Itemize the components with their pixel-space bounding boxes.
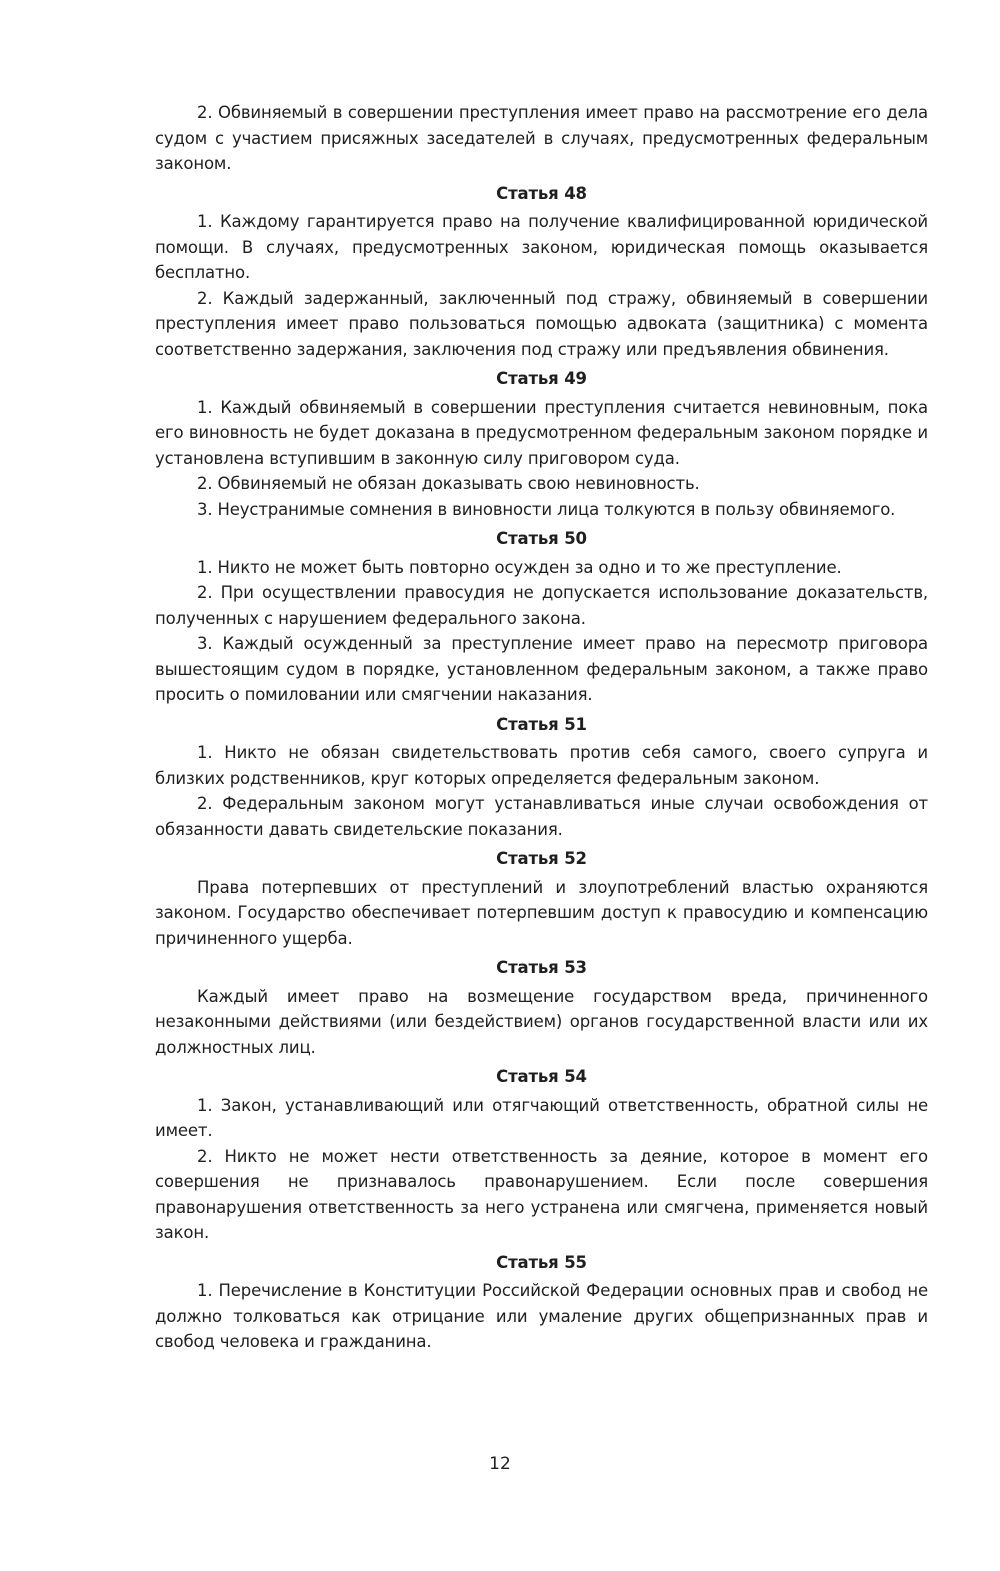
- paragraph: 1. Каждый обвиняемый в совершении преступления считается невиновным, пока его виновность не будет доказана в предусмотренном федеральным законом порядке и установлена вступившим в законную силу приговором суда.: [155, 397, 928, 468]
- paragraph: 2. Никто не может нести ответственность за деяние, которое в момент его совершения не признавалось правонарушением. Если после совершения правонарушения ответственность за него устранена или смягчена, применяется новый закон.: [155, 1146, 928, 1242]
- paragraph: 1. Перечисление в Конституции Российской Федерации основных прав и свобод не должно толковаться как отрицание или умаление других общепризнанных прав и свобод человека и гражданина.: [155, 1281, 928, 1351]
- article-heading: Статья 50: [496, 529, 587, 548]
- article-53: [155, 955, 928, 1060]
- paragraph: 2. Каждый задержанный, заключенный под стражу, обвиняемый в совершении преступления имеет право пользоваться помощью адвоката (защитника) с момента соответственно задержания, заключения под стражу или предъявления обвинения.: [155, 288, 928, 359]
- paragraph: 2. Федеральным законом могут устанавливаться иные случаи освобождения от обязанности давать свидетельские показания.: [155, 794, 928, 839]
- paragraph: 3. Неустранимые сомнения в виновности лица толкуются в пользу обвиняемого.: [197, 499, 896, 519]
- paragraph: 1. Каждому гарантируется право на получение квалифицированной юридической помощи. В случаях, предусмотренных законом, юридическая помощь оказывается бесплатно.: [155, 212, 928, 282]
- article-heading: Статья 48: [496, 183, 587, 203]
- article-52: [155, 846, 928, 951]
- article-heading: Статья 55: [496, 1252, 587, 1272]
- article-50: [155, 526, 928, 708]
- article-49: [155, 366, 928, 522]
- paragraph: Каждый имеет право на возмещение государством вреда, причиненного незаконными действиями (или бездействием) органов государственной власти или их должностных лиц.: [155, 986, 928, 1057]
- document-page: [155, 100, 928, 1355]
- article-heading: Статья 49: [496, 369, 587, 388]
- paragraph: 2. Обвиняемый не обязан доказывать свою невиновность.: [197, 474, 700, 493]
- article-heading: Статья 53: [496, 958, 587, 977]
- intro-section: [155, 100, 928, 177]
- paragraph: Права потерпевших от преступлений и злоупотреблений властью охраняются законом. Государство обеспечивает потерпевшим доступ к правосудию и компенсацию причиненного ущерба.: [155, 877, 928, 948]
- article-55: [155, 1250, 928, 1355]
- article-heading: Статья 52: [496, 849, 587, 868]
- article-heading: Статья 51: [496, 714, 587, 734]
- article-heading: Статья 54: [496, 1067, 587, 1086]
- article-48: [155, 181, 928, 363]
- paragraph: 2. При осуществлении правосудия не допускается использование доказательств, полученных с нарушением федерального закона.: [155, 583, 928, 628]
- paragraph: 1. Никто не обязан свидетельствовать против себя самого, своего супруга и близких родственников, круг которых определяется федеральным законом.: [155, 743, 928, 788]
- article-54: [155, 1064, 928, 1246]
- page-number: 12: [489, 1454, 511, 1474]
- paragraph: 1. Закон, устанавливающий или отягчающий ответственность, обратной силы не имеет.: [155, 1095, 928, 1140]
- article-51: [155, 712, 928, 843]
- paragraph: 1. Никто не может быть повторно осужден за одно и то же преступление.: [197, 557, 842, 577]
- paragraph: 2. Обвиняемый в совершении преступления имеет право на рассмотрение его дела судом с участием присяжных заседателей в случаях, предусмотренных федеральным законом.: [155, 103, 928, 173]
- paragraph: 3. Каждый осужденный за преступление имеет право на пересмотр приговора вышестоящим судом в порядке, установленном федеральным законом, а также право просить о помиловании или смягчении наказания.: [155, 634, 928, 704]
